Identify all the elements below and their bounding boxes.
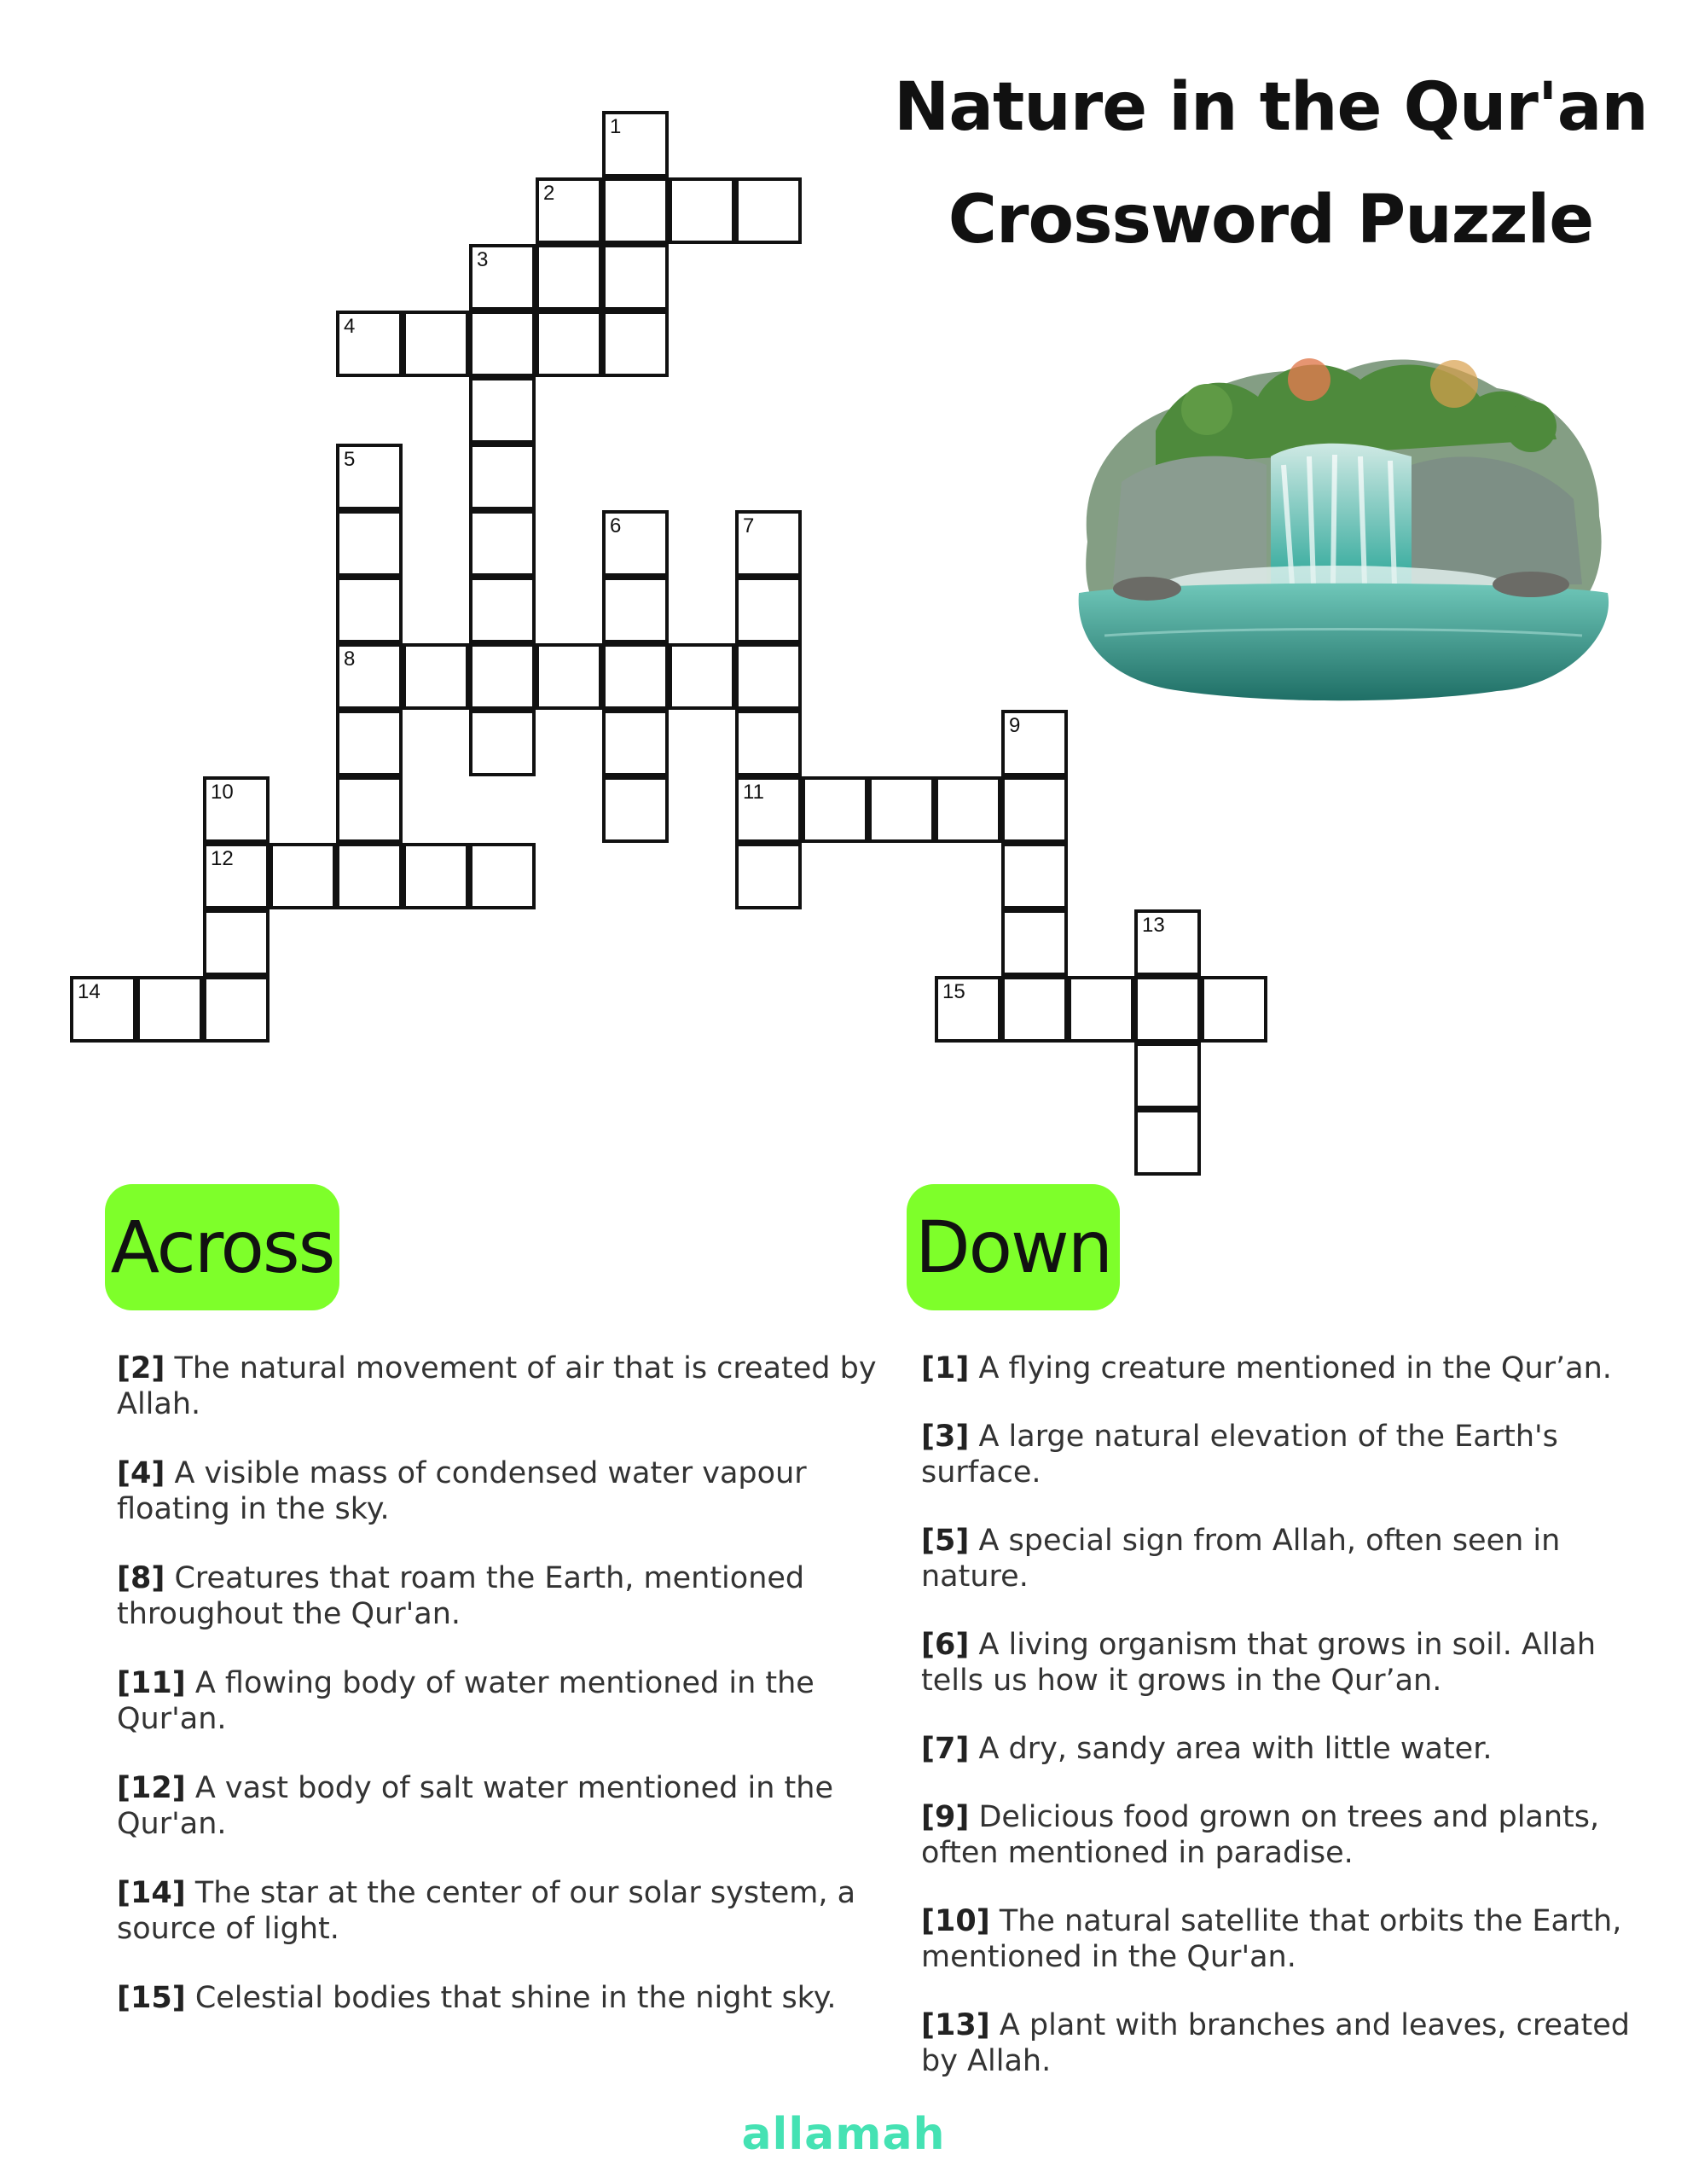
crossword-cell[interactable]	[1134, 909, 1201, 976]
crossword-cell[interactable]	[336, 843, 403, 909]
crossword-cell[interactable]	[203, 843, 270, 909]
crossword-cell[interactable]	[469, 710, 536, 776]
clue-number: 5	[344, 448, 356, 471]
crossword-cell[interactable]	[602, 244, 669, 311]
clue-number-label: [8]	[117, 1561, 165, 1595]
crossword-cell[interactable]	[203, 909, 270, 976]
crossword-cell[interactable]	[403, 311, 469, 377]
clue-number: 12	[211, 847, 234, 870]
clue-number-label: [13]	[921, 2008, 990, 2042]
crossword-cell[interactable]	[336, 643, 403, 710]
across-clue	[117, 1455, 901, 1527]
crossword-cell[interactable]	[735, 643, 802, 710]
crossword-cell[interactable]	[802, 776, 868, 843]
crossword-cell[interactable]	[735, 577, 802, 643]
crossword-cell[interactable]	[336, 776, 403, 843]
crossword-cell[interactable]	[336, 311, 403, 377]
crossword-cell[interactable]	[602, 776, 669, 843]
down-clue	[921, 1799, 1646, 1871]
clue-number-label: [10]	[921, 1904, 990, 1938]
across-clue	[117, 1770, 901, 1842]
clue-number: 2	[543, 182, 555, 205]
crossword-cell[interactable]	[1201, 976, 1267, 1043]
crossword-cell[interactable]	[203, 976, 270, 1043]
crossword-cell[interactable]	[203, 776, 270, 843]
clue-number-label: [11]	[117, 1666, 186, 1700]
across-clue	[117, 1980, 901, 2016]
down-clue	[921, 2007, 1646, 2079]
clue-number: 13	[1142, 914, 1165, 937]
down-clue	[921, 1350, 1646, 1386]
clue-number: 9	[1009, 714, 1021, 737]
crossword-cell[interactable]	[469, 643, 536, 710]
crossword-cell[interactable]	[602, 510, 669, 577]
crossword-cell[interactable]	[403, 643, 469, 710]
crossword-cell[interactable]	[669, 643, 735, 710]
crossword-cell[interactable]	[270, 843, 336, 909]
crossword-cell[interactable]	[1001, 776, 1068, 843]
clue-text: The natural satellite that orbits the Earth, mentioned in the Qur'an.	[921, 1904, 1622, 1974]
clue-number: 10	[211, 781, 234, 804]
crossword-cell[interactable]	[469, 444, 536, 510]
crossword-cell[interactable]	[136, 976, 203, 1043]
clue-text: The star at the center of our solar system, a source of light.	[117, 1876, 856, 1946]
title-line-2: Crossword Puzzle	[948, 182, 1594, 258]
clue-text: A dry, sandy area with little water.	[969, 1732, 1493, 1766]
crossword-cell[interactable]	[602, 577, 669, 643]
clue-number: 6	[610, 514, 622, 537]
crossword-cell[interactable]	[935, 776, 1001, 843]
crossword-cell[interactable]	[735, 710, 802, 776]
clue-number-label: [2]	[117, 1351, 165, 1385]
clue-number-label: [14]	[117, 1876, 186, 1910]
down-clue	[921, 1523, 1646, 1594]
crossword-cell[interactable]	[536, 643, 602, 710]
clue-number: 15	[942, 980, 965, 1003]
crossword-cell[interactable]	[403, 843, 469, 909]
clue-number: 1	[610, 115, 622, 138]
crossword-cell[interactable]	[868, 776, 935, 843]
crossword-cell[interactable]	[735, 843, 802, 909]
across-clue	[117, 1665, 901, 1737]
clue-text: A vast body of salt water mentioned in the Qur'an.	[117, 1771, 833, 1841]
crossword-cell[interactable]	[336, 577, 403, 643]
clue-text: A visible mass of condensed water vapour floating in the sky.	[117, 1456, 807, 1526]
clue-number: 8	[344, 648, 356, 671]
crossword-cell[interactable]	[336, 510, 403, 577]
title-line-1: Nature in the Qur'an	[894, 69, 1648, 146]
down-clue	[921, 1731, 1646, 1767]
clue-number-label: [15]	[117, 1981, 186, 2015]
crossword-cell[interactable]	[1001, 843, 1068, 909]
down-clue	[921, 1627, 1646, 1699]
clue-number-label: [5]	[921, 1524, 970, 1558]
crossword-cell[interactable]	[70, 976, 136, 1043]
clue-number-label: [6]	[921, 1628, 970, 1662]
crossword-cell[interactable]	[735, 510, 802, 577]
clue-number: 4	[344, 315, 356, 338]
clue-text: A flowing body of water mentioned in the Qur'an.	[117, 1666, 815, 1736]
clue-number-label: [1]	[921, 1351, 970, 1385]
crossword-cell[interactable]	[602, 177, 669, 244]
clue-number-label: [9]	[921, 1800, 970, 1834]
crossword-cell[interactable]	[735, 177, 802, 244]
clue-number-label: [7]	[921, 1732, 970, 1766]
across-clue	[117, 1875, 901, 1947]
across-clue	[117, 1560, 901, 1632]
crossword-cell[interactable]	[1134, 1043, 1201, 1109]
clue-text: A plant with branches and leaves, created by Allah.	[921, 2008, 1630, 2078]
crossword-cell[interactable]	[469, 244, 536, 311]
across-clue-list	[117, 1350, 901, 2049]
crossword-cell[interactable]	[336, 444, 403, 510]
across-heading: Across	[105, 1184, 339, 1310]
crossword-cell[interactable]	[602, 111, 669, 177]
crossword-cell[interactable]	[536, 177, 602, 244]
clue-number-label: [4]	[117, 1456, 165, 1490]
crossword-cell[interactable]	[935, 976, 1001, 1043]
clue-text: A large natural elevation of the Earth's surface.	[921, 1420, 1558, 1490]
clue-number: 14	[78, 980, 101, 1003]
down-clue	[921, 1419, 1646, 1490]
crossword-cell[interactable]	[602, 311, 669, 377]
clue-number: 7	[743, 514, 755, 537]
clue-number-label: [12]	[117, 1771, 186, 1805]
crossword-cell[interactable]	[735, 776, 802, 843]
clue-text: Celestial bodies that shine in the night sky.	[185, 1981, 837, 2015]
clue-text: A special sign from Allah, often seen in nature.	[921, 1524, 1561, 1594]
crossword-cell[interactable]	[469, 377, 536, 444]
crossword-cell[interactable]	[336, 710, 403, 776]
crossword-cell[interactable]	[469, 577, 536, 643]
crossword-cell[interactable]	[469, 510, 536, 577]
clue-text: Delicious food grown on trees and plants, often mentioned in paradise.	[921, 1800, 1600, 1870]
crossword-cell[interactable]	[1001, 710, 1068, 776]
clue-text: The natural movement of air that is created by Allah.	[117, 1351, 877, 1421]
crossword-cell[interactable]	[602, 710, 669, 776]
down-heading: Down	[907, 1184, 1120, 1310]
clue-text: A flying creature mentioned in the Qur’an.	[969, 1351, 1612, 1385]
crossword-cell[interactable]	[469, 843, 536, 909]
crossword-cell[interactable]	[1134, 976, 1201, 1043]
crossword-cell[interactable]	[1001, 976, 1068, 1043]
clue-number-label: [3]	[921, 1420, 970, 1454]
clue-number: 11	[743, 781, 764, 804]
clue-number: 3	[477, 248, 489, 271]
crossword-cell[interactable]	[1001, 909, 1068, 976]
crossword-cell[interactable]	[536, 244, 602, 311]
down-clue-list	[921, 1350, 1646, 2111]
crossword-cell[interactable]	[1068, 976, 1134, 1043]
waterfall-illustration	[1053, 328, 1633, 704]
crossword-cell[interactable]	[602, 643, 669, 710]
allamah-logo: allamah	[741, 2109, 946, 2160]
across-clue	[117, 1350, 901, 1422]
crossword-cell[interactable]	[1134, 1109, 1201, 1176]
down-clue	[921, 1903, 1646, 1975]
crossword-cell[interactable]	[669, 177, 735, 244]
crossword-cell[interactable]	[536, 311, 602, 377]
clue-text: Creatures that roam the Earth, mentioned throughout the Qur'an.	[117, 1561, 805, 1631]
crossword-cell[interactable]	[469, 311, 536, 377]
clue-text: A living organism that grows in soil. Allah tells us how it grows in the Qur’an.	[921, 1628, 1597, 1698]
